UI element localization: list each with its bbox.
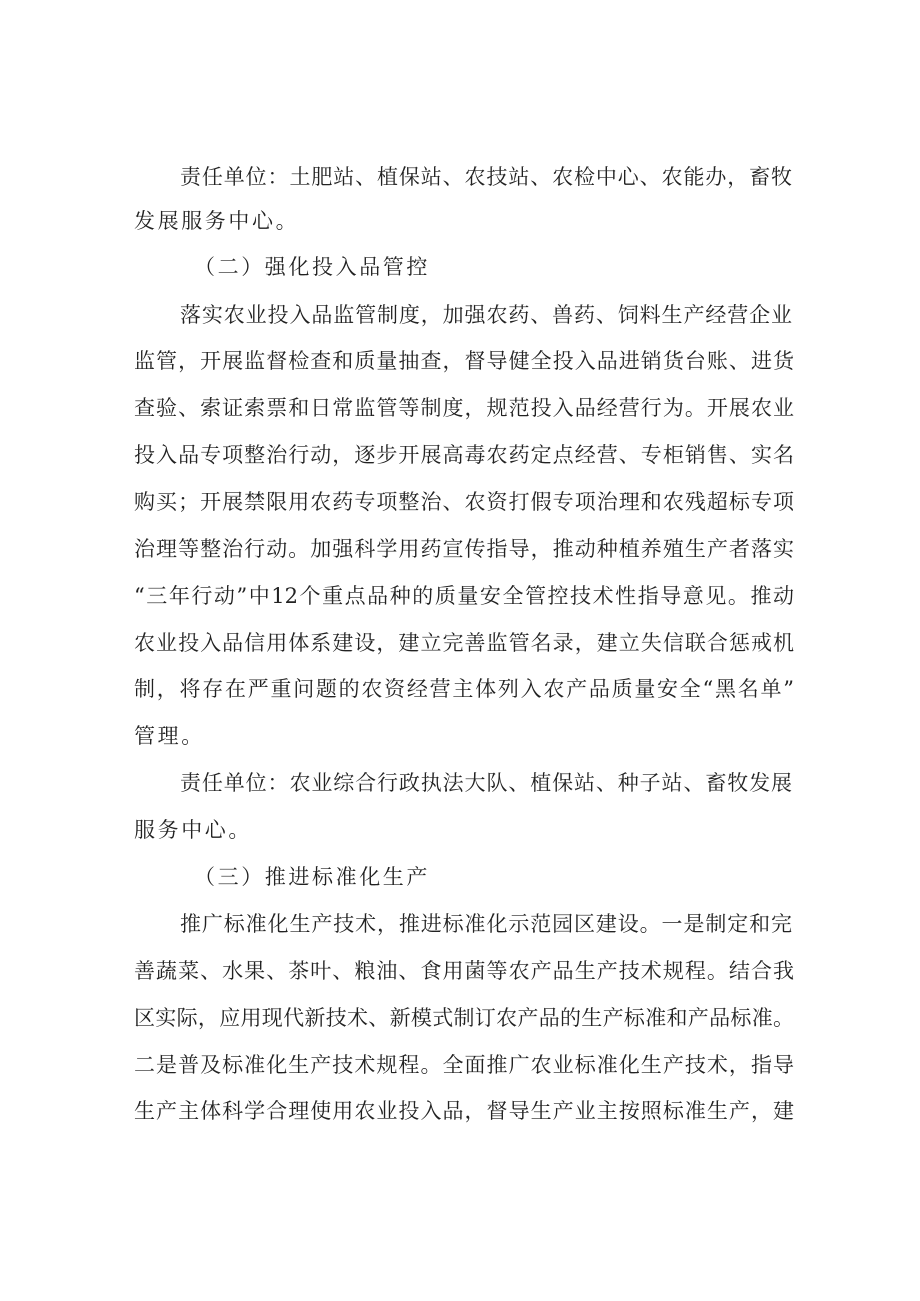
paragraph-line: 查验、索证索票和日常监管等制度，规范投入品经营行为。开展农业	[134, 396, 794, 420]
paragraph-line: “三年行动”中12个重点品种的质量安全管控技术性指导意见。推动	[134, 584, 794, 608]
paragraph-line: 监管，开展监督检查和质量抽查，督导健全投入品进销货台账、进货	[134, 349, 794, 373]
paragraph-line: 制，将存在严重问题的农资经营主体列入农产品质量安全“黑名单”	[134, 677, 794, 701]
paragraph-line: 推广标准化生产技术，推进标准化示范园区建设。一是制定和完	[180, 912, 792, 936]
paragraph-line: 治理等整治行动。加强科学用药宣传指导，推动种植养殖生产者落实	[134, 537, 794, 561]
paragraph-line-responsible-units-2-cont: 服务中心。	[134, 818, 252, 842]
paragraph-line: 二是普及标准化生产技术规程。全面推广农业标准化生产技术，指导	[134, 1053, 794, 1077]
paragraph-line: 区实际，应用现代新技术、新模式制订农产品的生产标准和产品标准。	[134, 1006, 794, 1030]
paragraph-line-end: 管理。	[134, 724, 205, 748]
paragraph-line: 善蔬菜、水果、茶叶、粮油、食用菌等农产品生产技术规程。结合我	[134, 959, 794, 983]
section-heading-2: （二）强化投入品管控	[194, 255, 430, 279]
paragraph-line: 落实农业投入品监管制度，加强农药、兽药、饲料生产经营企业	[180, 303, 792, 327]
section-heading-3: （三）推进标准化生产	[194, 865, 430, 889]
paragraph-line-responsible-units-1-cont: 发展服务中心。	[134, 209, 300, 233]
paragraph-line: 农业投入品信用体系建设，建立完善监管名录，建立失信联合惩戒机	[134, 631, 794, 655]
paragraph-line: 投入品专项整治行动，逐步开展高毒农药定点经营、专柜销售、实名	[134, 443, 794, 467]
paragraph-line-responsible-units-2: 责任单位：农业综合行政执法大队、植保站、种子站、畜牧发展	[180, 771, 792, 795]
paragraph-line-responsible-units-1: 责任单位：土肥站、植保站、农技站、农检中心、农能办，畜牧	[180, 165, 792, 189]
paragraph-line: 购买；开展禁限用农药专项整治、农资打假专项治理和农残超标专项	[134, 490, 794, 514]
paragraph-line: 生产主体科学合理使用农业投入品，督导生产业主按照标准生产，建	[134, 1099, 794, 1123]
